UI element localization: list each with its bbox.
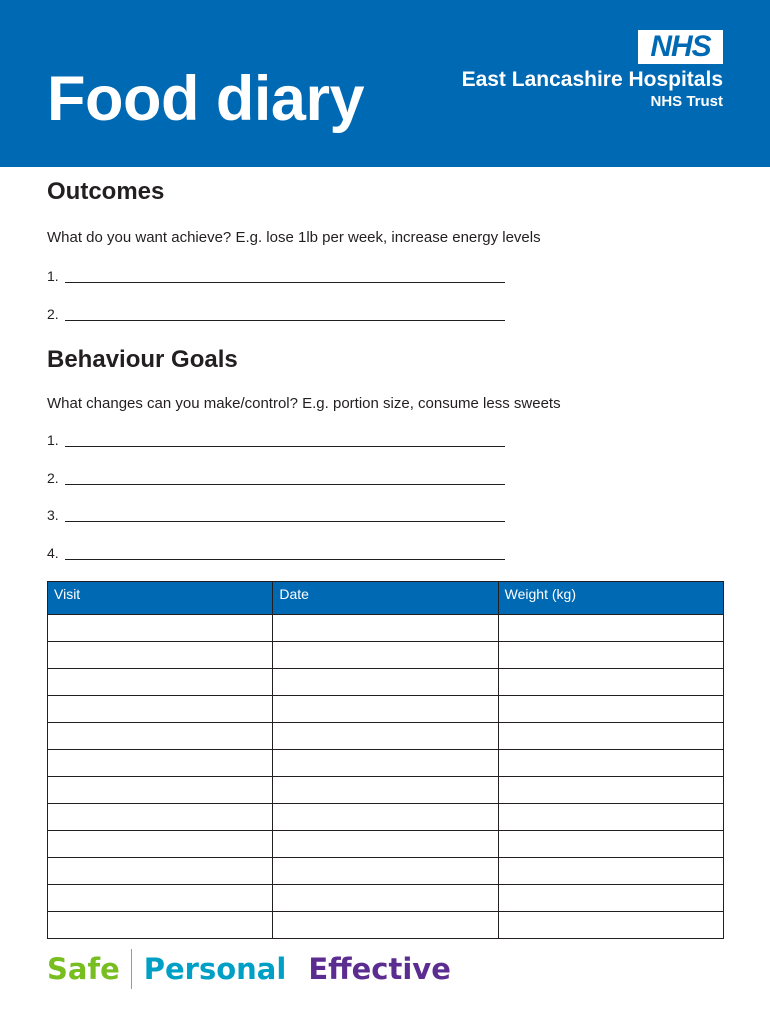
behaviour-prompt: What changes can you make/control? E.g. portion size, consume less sweets [47,395,561,412]
table-row [48,858,724,885]
visit-cell[interactable] [48,696,273,723]
behaviour-number: 1. [47,432,59,448]
value-safe: Safe [47,952,120,986]
header-banner [0,0,770,167]
outcome-number: 2. [47,306,59,322]
outcome-line-1[interactable] [47,268,505,288]
date-cell[interactable] [273,750,498,777]
date-cell[interactable] [273,912,498,939]
weight-cell[interactable] [498,831,723,858]
weight-cell[interactable] [498,804,723,831]
date-cell[interactable] [273,669,498,696]
date-cell[interactable] [273,804,498,831]
value-effective: Effective [308,952,451,986]
visit-cell[interactable] [48,885,273,912]
behaviour-number: 4. [47,545,59,561]
table-row [48,642,724,669]
behaviour-line-4[interactable] [47,545,505,565]
table-row [48,804,724,831]
date-cell[interactable] [273,696,498,723]
outcome-number: 1. [47,268,59,284]
write-line [65,320,505,321]
weight-cell[interactable] [498,912,723,939]
visit-cell[interactable] [48,777,273,804]
visit-cell[interactable] [48,858,273,885]
date-cell[interactable] [273,858,498,885]
weight-cell[interactable] [498,723,723,750]
weight-cell[interactable] [498,750,723,777]
weight-cell[interactable] [498,885,723,912]
date-cell[interactable] [273,642,498,669]
visit-cell[interactable] [48,723,273,750]
outcomes-prompt: What do you want achieve? E.g. lose 1lb per week, increase energy levels [47,229,541,246]
trust-name-line1: East Lancashire Hospitals [461,68,723,91]
date-cell[interactable] [273,885,498,912]
behaviour-number: 3. [47,507,59,523]
nhs-logo: NHS [638,30,723,64]
trust-name [462,68,723,112]
table-row [48,831,724,858]
visit-cell[interactable] [48,615,273,642]
date-cell[interactable] [273,723,498,750]
visit-cell[interactable] [48,804,273,831]
outcome-line-2[interactable] [47,306,505,326]
date-cell[interactable] [273,777,498,804]
value-personal: Personal [143,952,287,986]
weight-cell[interactable] [498,642,723,669]
date-cell[interactable] [273,831,498,858]
weight-cell[interactable] [498,696,723,723]
table-row [48,723,724,750]
table-row [48,750,724,777]
value-divider [131,949,132,989]
date-cell[interactable] [273,615,498,642]
write-line [65,446,505,447]
visit-cell[interactable] [48,831,273,858]
visit-cell[interactable] [48,642,273,669]
behaviour-line-3[interactable] [47,507,505,527]
trust-name-line2: NHS Trust [650,93,723,110]
visit-table [47,581,724,939]
behaviour-number: 2. [47,470,59,486]
weight-cell[interactable] [498,858,723,885]
write-line [65,484,505,485]
write-line [65,282,505,283]
values-footer [47,949,451,989]
behaviour-line-2[interactable] [47,470,505,490]
write-line [65,559,505,560]
column-header-visit: Visit [48,582,273,615]
table-body [48,615,724,939]
table-row [48,777,724,804]
outcomes-heading: Outcomes [47,178,165,205]
table-row [48,885,724,912]
write-line [65,521,505,522]
table-row [48,669,724,696]
table-row [48,912,724,939]
column-header-date: Date [273,582,498,615]
weight-cell[interactable] [498,615,723,642]
weight-cell[interactable] [498,669,723,696]
behaviour-heading: Behaviour Goals [47,346,238,373]
visit-cell[interactable] [48,912,273,939]
table-header-row [48,582,724,615]
table-row [48,696,724,723]
weight-cell[interactable] [498,777,723,804]
visit-cell[interactable] [48,750,273,777]
behaviour-line-1[interactable] [47,432,505,452]
page-title: Food diary [47,64,365,134]
visit-cell[interactable] [48,669,273,696]
column-header-weight: Weight (kg) [498,582,723,615]
table-row [48,615,724,642]
